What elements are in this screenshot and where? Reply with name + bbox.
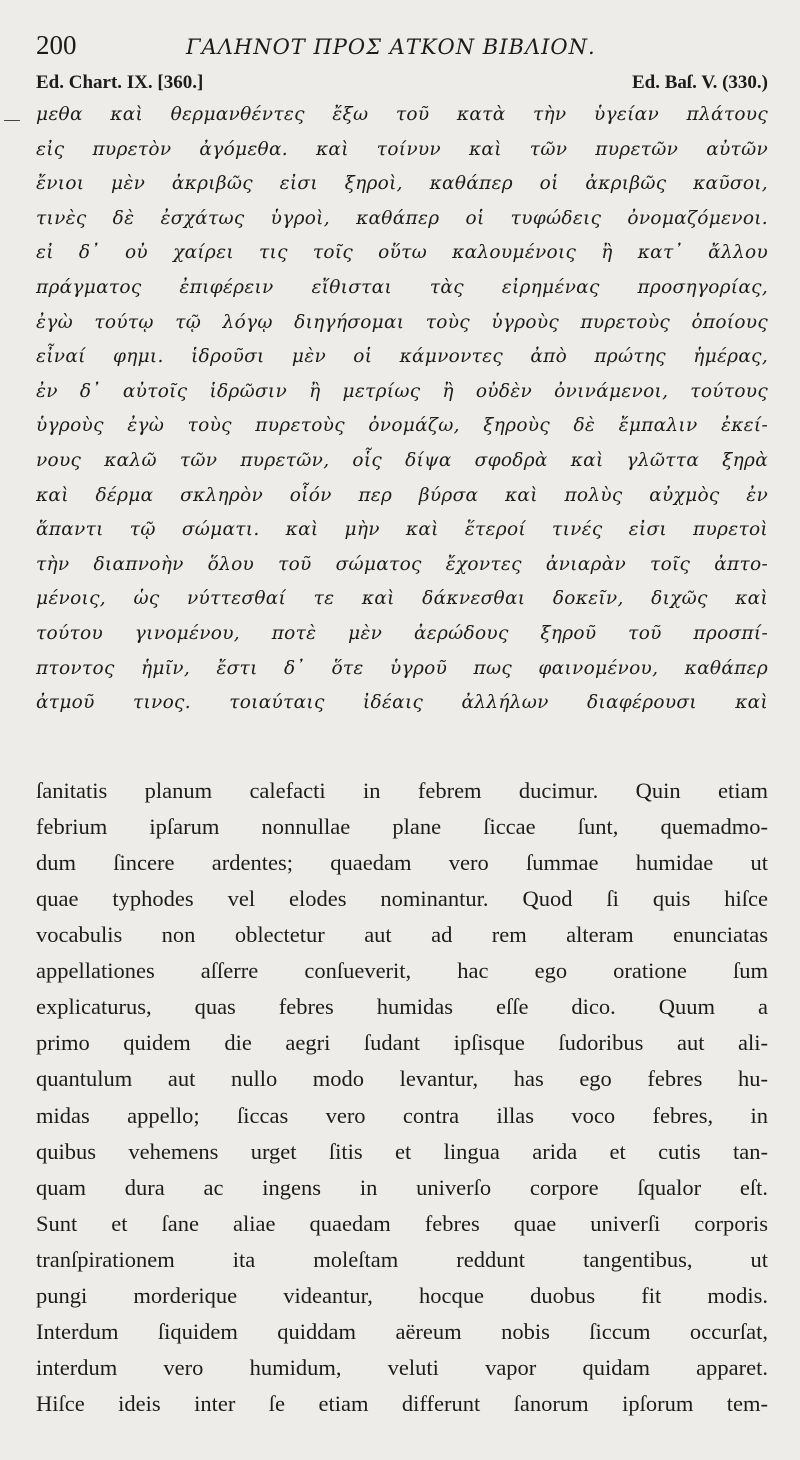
latin-line: dum ſincere ardentes; quaedam vero ſummae humidae ut xyxy=(36,849,768,875)
latin-line: primo quidem die aegri ſudant ipſisque ſudoribus aut ali- xyxy=(36,1030,768,1056)
greek-line: ὑγροὺς ἐγὼ τοὺς πυρετοὺς ὀνομάζω, ξηροὺς δὲ ἔμπαλιν ἐκεί- xyxy=(36,415,768,437)
latin-line: ſanitatis planum calefacti in febrem ducimur. Quin etiam xyxy=(36,777,768,803)
page-number: 200 xyxy=(36,30,77,60)
running-title: ΓΑΛΗΝΟΤ ΠΡΟΣ ΑΤΚΟΝ ΒΙΒΛΙΟΝ. xyxy=(186,35,596,59)
greek-text xyxy=(36,98,768,721)
greek-line: πράγματος ἐπιφέρειν εἴθισται τὰς εἰρημένας προσηγορίας, xyxy=(36,276,768,298)
edition-references xyxy=(36,70,768,96)
greek-line: μεθα καὶ θερμανθέντες ἔξω τοῦ κατὰ τὴν ὑγείαν πλάτους xyxy=(36,104,768,125)
edition-basel-ref: Ed. Baſ. V. (330.) xyxy=(631,72,768,93)
latin-line: quantulum aut nullo modo levantur, has ego febres hu- xyxy=(36,1066,768,1092)
latin-text xyxy=(36,773,768,1423)
greek-line: εἰ δ᾽ οὐ χαίρει τις τοῖς οὕτω καλουμένοις ἢ κατ᾽ ἄλλου xyxy=(36,242,768,264)
greek-line: ἀτμοῦ τινος. τοιαύταις ἰδέαις ἀλλήλων διαφέρουσι καὶ xyxy=(36,692,768,714)
edition-chartier-ref: Ed. Chart. IX. [360.] xyxy=(36,72,204,93)
latin-line: pungi morderique videantur, hocque duobus fit modis. xyxy=(36,1283,768,1308)
greek-line: τὴν διαπνοὴν ὅλου τοῦ σώματος ἔχοντες ἀνιαρὰν τοῖς ἀπτο- xyxy=(36,553,768,575)
greek-line: ἅπαντι τῷ σώματι. καὶ μὴν καὶ ἕτεροί τινές εἰσι πυρετοὶ xyxy=(36,519,768,541)
latin-line: explicaturus, quas febres humidas eſſe dico. Quum a xyxy=(36,994,768,1020)
latin-line: tranſpirationem ita moleſtam reddunt tangentibus, ut xyxy=(36,1246,768,1272)
latin-line: vocabulis non oblectetur aut ad rem alteram enunciatas xyxy=(36,922,768,948)
greek-line: τούτου γινομένου, ποτὲ μὲν ἀερώδους ξηροῦ τοῦ προσπί- xyxy=(36,622,768,644)
greek-line: νους καλῶ τῶν πυρετῶν, οἷς δίψα σφοδρὰ καὶ γλῶττα ξηρὰ xyxy=(36,449,768,471)
greek-line: πτοντος ἡμῖν, ἔστι δ᾽ ὅτε ὑγροῦ πως φαινομένου, καθάπερ xyxy=(36,657,768,679)
greek-line: εἰς πυρετὸν ἀγόμεθα. καὶ τοίνυν καὶ τῶν πυρετῶν αὐτῶν xyxy=(36,138,768,160)
latin-line: quibus vehemens urget ſitis et lingua arida et cutis tan- xyxy=(36,1138,768,1164)
greek-line: ἔνιοι μὲν ἀκριβῶς εἰσι ξηροὶ, καθάπερ οἱ ἀκριβῶς καῦσοι, xyxy=(36,173,768,195)
latin-line: interdum vero humidum, veluti vapor quidam apparet. xyxy=(36,1355,768,1381)
latin-line: quam dura ac ingens in univerſo corpore ſqualor eſt. xyxy=(36,1174,768,1200)
margin-mark xyxy=(4,120,20,121)
latin-line: appellationes aſſerre conſueverit, hac ego oratione ſum xyxy=(36,958,768,984)
latin-line: febrium ipſarum nonnullae plane ſiccae ſunt, quemadmo- xyxy=(36,813,768,839)
running-head xyxy=(36,30,768,68)
latin-line: Interdum ſiquidem quiddam aëreum nobis ſiccum occurſat, xyxy=(36,1319,768,1345)
latin-line: quae typhodes vel elodes nominantur. Quod ſi quis hiſce xyxy=(36,885,768,911)
latin-line: Hiſce ideis inter ſe etiam differunt ſanorum ipſorum tem- xyxy=(36,1391,768,1417)
greek-line: ἐν δ᾽ αὐτοῖς ἱδρῶσιν ἢ μετρίως ἢ οὐδὲν ὀνινάμενοι, τούτους xyxy=(36,380,768,402)
greek-line: ἐγὼ τούτῳ τῷ λόγῳ διηγήσομαι τοὺς ὑγροὺς πυρετοὺς ὁποίους xyxy=(36,311,768,333)
greek-line: καὶ δέρμα σκληρὸν οἷόν περ βύρσα καὶ πολὺς αὐχμὸς ἐν xyxy=(36,484,768,506)
greek-line: μένοις, ὡς νύττεσθαί τε καὶ δάκνεσθαι δοκεῖν, διχῶς καὶ xyxy=(36,588,768,610)
latin-line: midas appello; ſiccas vero contra illas voco febres, in xyxy=(36,1102,768,1128)
greek-line: τινὲς δὲ ἐσχάτως ὑγροὶ, καθάπερ οἱ τυφώδεις ὀνομαζόμενοι. xyxy=(36,207,768,229)
latin-line: Sunt et ſane aliae quaedam febres quae univerſi corporis xyxy=(36,1210,768,1236)
greek-line: εἶναί φημι. ἱδροῦσι μὲν οἱ κάμνοντες ἀπὸ πρώτης ἡμέρας, xyxy=(36,346,768,368)
